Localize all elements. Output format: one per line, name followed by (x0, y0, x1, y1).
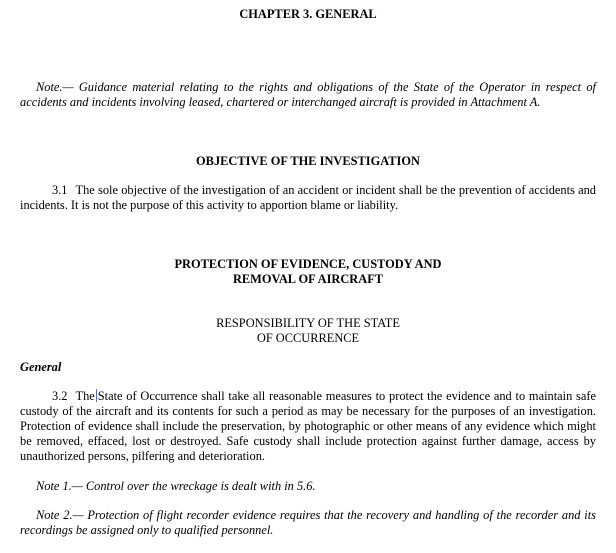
paragraph-text: State of Occurrence shall take all reasonable measures to protect the evidence and to maintain safe custody of the aircraft and its contents for such a period as may be necessary for the purposes of an investigation. Protection of evidence shall include the preservation, by photographic or other means of any evidence which might be removed, effaced, lost or destroyed. Safe custody shall include protection against further damage, access by unauthorized persons, pilfering and deterioration. (20, 389, 596, 463)
note-2: Note 2.— Protection of flight recorder evidence requires that the recovery and handling of the recorder and its recordings be assigned only to qualified personnel. (20, 508, 596, 537)
intro-note-label: Note.— (36, 80, 74, 94)
protection-heading (20, 257, 596, 287)
intro-note-text: Guidance material relating to the rights and obligations of the State of the Operator in respect of accidents and incidents involving leased, chartered or interchanged aircraft is provided in Attachment A. (20, 80, 596, 109)
text-cursor (96, 389, 97, 402)
paragraph-3-2[interactable] (20, 389, 596, 464)
paragraph-first-word: The (75, 389, 95, 403)
subheading-line-1: RESPONSIBILITY OF THE STATE (216, 316, 400, 330)
note-1: Note 1.— Control over the wreckage is dealt with in 5.6. (36, 479, 316, 493)
paragraph-3-1 (20, 183, 596, 213)
chapter-title: CHAPTER 3. GENERAL (239, 7, 377, 21)
paragraph-text: The sole objective of the investigation of an accident or incident shall be the prevention of accidents and incidents. It is not the purpose of this activity to apportion blame or liability. (20, 183, 596, 212)
objective-heading: OBJECTIVE OF THE INVESTIGATION (196, 154, 420, 168)
responsibility-subheading (20, 316, 596, 346)
intro-note (20, 80, 596, 110)
protection-heading-line-1: PROTECTION OF EVIDENCE, CUSTODY AND (174, 257, 442, 271)
paragraph-number: 3.1 (52, 183, 68, 197)
protection-heading-line-2: REMOVAL OF AIRCRAFT (232, 272, 384, 286)
subheading-line-2: OF OCCURRENCE (256, 331, 360, 345)
paragraph-number: 3.2 (52, 389, 68, 403)
general-label: General (20, 360, 62, 374)
